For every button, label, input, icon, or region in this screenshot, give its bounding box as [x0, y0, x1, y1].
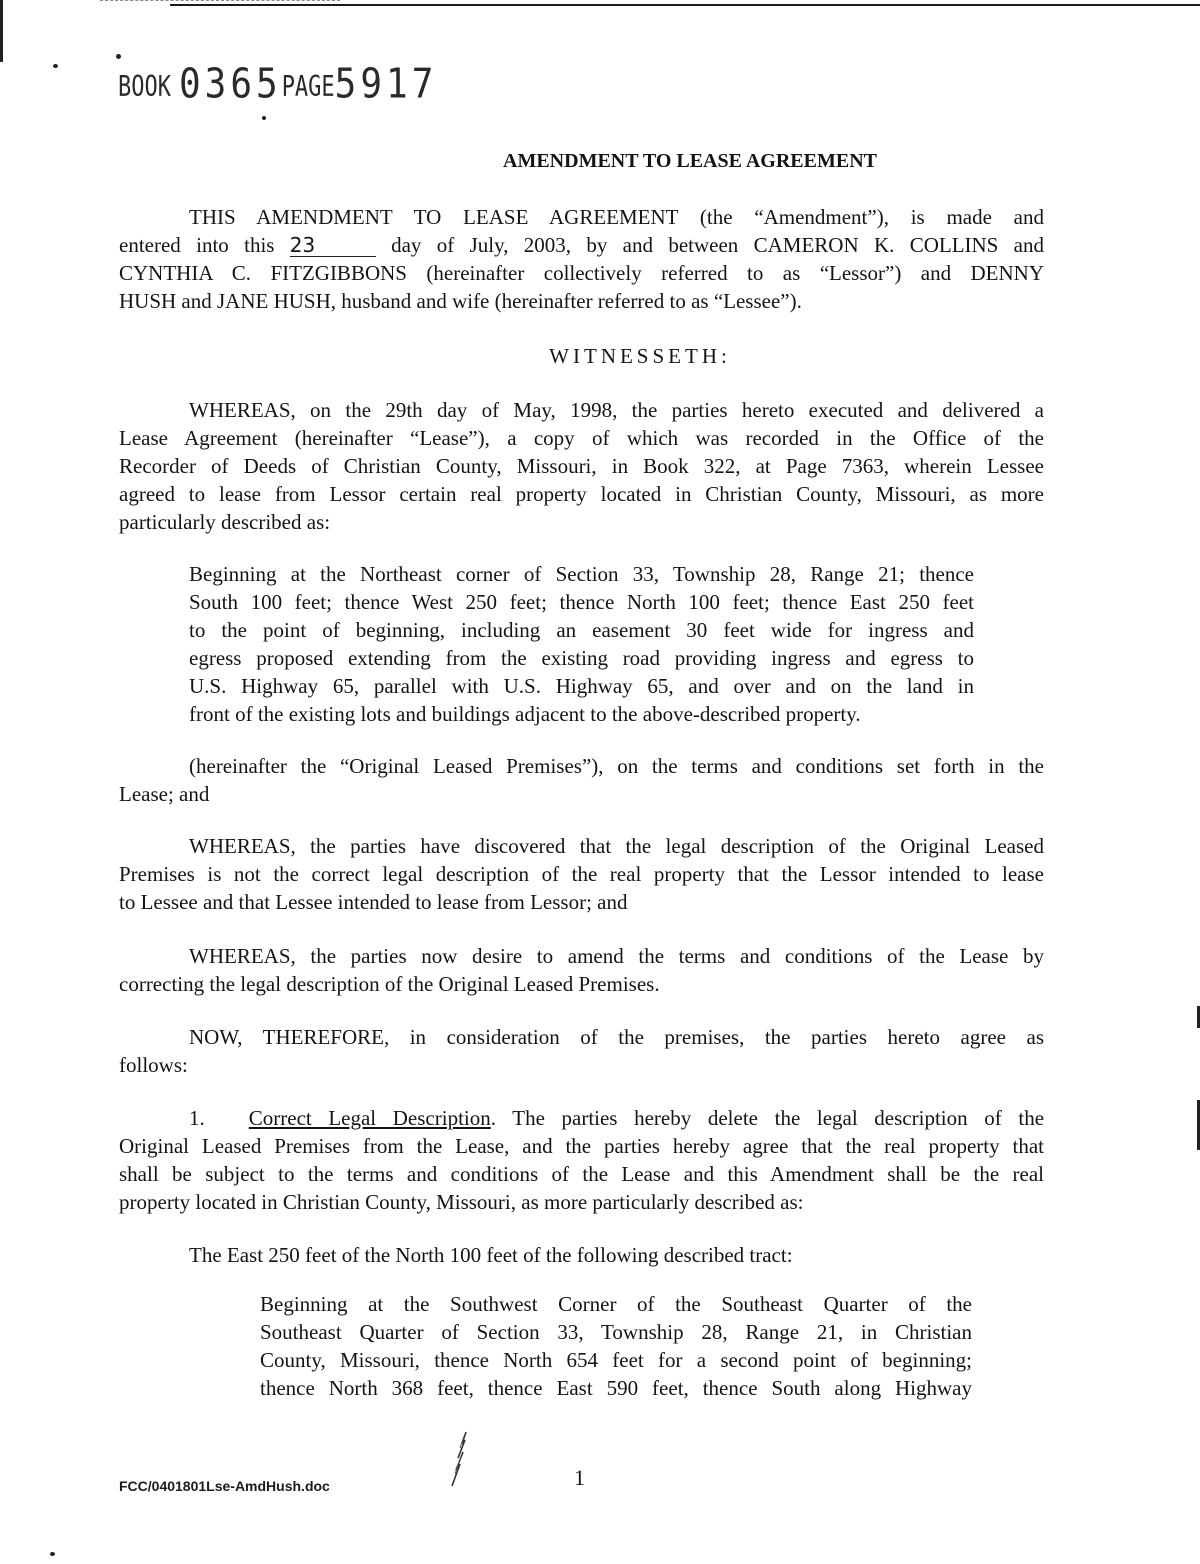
now-therefore-line-text: NOW, THEREFORE, in consideration of the premises, the parties hereto agree as: [189, 1025, 1044, 1049]
intro-line: HUSH and JANE HUSH, husband and wife (hereinafter referred to as “Lessee”).: [119, 289, 802, 313]
section-1-paragraph: [119, 1104, 1044, 1216]
scan-scratch-mark: [448, 1430, 470, 1490]
intro-line: [119, 203, 1044, 231]
book-number: 0365: [178, 60, 282, 108]
whereas-1-line: agreed to lease from Lessor certain real property located in Christian County, Missouri, as more: [119, 482, 1044, 506]
intro-line2-after: day of July, 2003, by and between CAMERON K. COLLINS and: [391, 233, 1044, 257]
page-label: PAGE: [281, 71, 335, 104]
original-description-line: South 100 feet; thence West 250 feet; thence North 100 feet; thence East 250 feet: [189, 590, 974, 614]
whereas-3-line-text: WHEREAS, the parties now desire to amend the terms and conditions of the Lease by: [189, 944, 1044, 968]
original-description-line: U.S. Highway 65, parallel with U.S. Highway 65, and over and on the land in: [189, 674, 974, 698]
section-1-line: property located in Christian County, Missouri, as more particularly described as:: [119, 1190, 804, 1214]
scan-speck: [116, 54, 121, 59]
scan-speck: [262, 116, 266, 120]
handwritten-day: 23: [290, 234, 376, 257]
now-therefore-line: [119, 1023, 1044, 1051]
hereinafter-line: [119, 752, 1044, 780]
new-description-line: County, Missouri, thence North 654 feet for a second point of beginning;: [260, 1348, 972, 1372]
hereinafter-line-text: (hereinafter the “Original Leased Premises”), on the terms and conditions set forth in the: [189, 754, 1044, 778]
east-250-line: [189, 1241, 793, 1269]
new-description-line: thence North 368 feet, thence East 590 feet, thence South along Highway: [260, 1376, 972, 1400]
intro-paragraph: [119, 203, 1044, 315]
whereas-paragraph-2: [119, 832, 1044, 916]
top-rule: [170, 4, 1200, 6]
east-250-text: The East 250 feet of the North 100 feet of the following described tract:: [189, 1243, 793, 1267]
new-description-line: Southeast Quarter of Section 33, Township 28, Range 21, in Christian: [260, 1320, 972, 1344]
whereas-2-line: [119, 832, 1044, 860]
whereas-1-line-text: WHEREAS, on the 29th day of May, 1998, the parties hereto executed and delivered a: [189, 398, 1044, 422]
intro-line: CYNTHIA C. FITZGIBBONS (hereinafter collectively referred to as “Lessor”) and DENNY: [119, 261, 1044, 285]
section-1-first-line-rest: . The parties hereby delete the legal description of the: [490, 1106, 1045, 1130]
file-reference: FCC/0401801Lse-AmdHush.doc: [119, 1478, 330, 1494]
section-1-number: 1.: [189, 1106, 205, 1130]
original-description-line: front of the existing lots and buildings adjacent to the above-described property.: [189, 702, 861, 726]
original-description-line: to the point of beginning, including an easement 30 feet wide for ingress and: [189, 618, 974, 642]
section-1-line: Original Leased Premises from the Lease, and the parties hereby agree that the real property that: [119, 1134, 1044, 1158]
new-legal-description: [260, 1290, 972, 1402]
document-title-text: AMENDMENT TO LEASE AGREEMENT: [503, 150, 877, 172]
left-margin-mark: [0, 0, 3, 62]
now-therefore-line: follows:: [119, 1053, 188, 1077]
witnesseth-heading: [0, 344, 1200, 369]
whereas-2-line: Premises is not the correct legal description of the real property that the Lessor intended to lease: [119, 862, 1044, 886]
whereas-3-line: correcting the legal description of the Original Leased Premises.: [119, 972, 660, 996]
section-1-first-line: [119, 1104, 1044, 1132]
book-page-stamp: [118, 60, 437, 110]
scan-speck: [53, 64, 58, 68]
document-title: [90, 150, 1200, 173]
whereas-2-line-text: WHEREAS, the parties have discovered that the legal description of the Original Leased: [189, 834, 1044, 858]
original-description-line: egress proposed extending from the existing road providing ingress and egress to: [189, 646, 974, 670]
intro-line-text: THIS AMENDMENT TO LEASE AGREEMENT (the “Amendment”), is made and: [189, 205, 1044, 229]
whereas-1-line: [119, 396, 1044, 424]
intro-line2-before: entered into this: [119, 233, 275, 257]
now-therefore-paragraph: [119, 1023, 1044, 1079]
witnesseth-text: WITNESSETH:: [549, 344, 731, 368]
original-description-line: Beginning at the Northeast corner of Section 33, Township 28, Range 21; thence: [189, 562, 974, 586]
whereas-paragraph-3: [119, 942, 1044, 998]
hereinafter-paragraph: [119, 752, 1044, 808]
whereas-2-line: to Lessee and that Lessee intended to lease from Lessor; and: [119, 890, 628, 914]
original-legal-description: [189, 560, 974, 728]
whereas-3-line: [119, 942, 1044, 970]
page-number: 5917: [334, 60, 438, 108]
new-description-line: Beginning at the Southwest Corner of the Southeast Quarter of the: [260, 1292, 972, 1316]
whereas-paragraph-1: [119, 396, 1044, 536]
intro-line: [119, 231, 1044, 259]
whereas-1-line: Recorder of Deeds of Christian County, Missouri, in Book 322, at Page 7363, wherein Lessee: [119, 454, 1044, 478]
book-label: BOOK: [118, 71, 171, 104]
section-1-heading: Correct Legal Description: [248, 1106, 491, 1130]
whereas-1-line: particularly described as:: [119, 510, 331, 534]
top-rule-ticks: [100, 0, 340, 1]
scan-speck: [50, 1552, 55, 1556]
section-1-line: shall be subject to the terms and conditions of the Lease and this Amendment shall be the real: [119, 1162, 1044, 1186]
page-number-footer: 1: [574, 1465, 585, 1490]
whereas-1-line: Lease Agreement (hereinafter “Lease”), a copy of which was recorded in the Office of the: [119, 426, 1044, 450]
hereinafter-line: Lease; and: [119, 782, 210, 806]
